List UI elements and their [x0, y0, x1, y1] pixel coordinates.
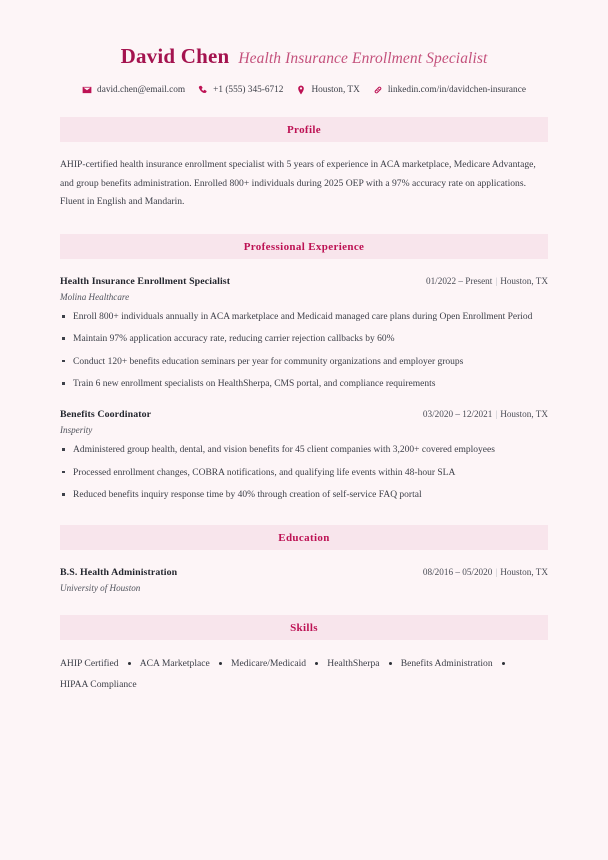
section-header-skills [60, 615, 548, 640]
phone-icon [198, 85, 208, 95]
contact-phone[interactable] [195, 85, 286, 95]
candidate-job-title: Health Insurance Enrollment Specialist [238, 50, 488, 67]
entry-job-title: Health Insurance Enrollment Specialist [60, 276, 231, 288]
entry-location: Houston, TX [500, 567, 548, 578]
section-header-profile [60, 117, 548, 142]
contact-linkedin-text: linkedin.com/in/davidchen-insurance [387, 85, 526, 95]
experience-entry [60, 276, 548, 392]
contact-bar [60, 85, 548, 95]
skill-item: AHIP Certified [60, 658, 119, 670]
skill-separator-dot [389, 662, 392, 665]
entry-degree-title: B.S. Health Administration [60, 567, 178, 579]
skills-list [60, 654, 548, 694]
entry-dates: 03/2020 – 12/2021 [422, 409, 493, 420]
skill-item: HealthSherpa [327, 658, 380, 670]
entry-bullet-list [60, 442, 548, 503]
section-title-profile: Profile [286, 123, 321, 136]
skill-separator-dot [128, 662, 131, 665]
contact-linkedin[interactable] [370, 85, 529, 95]
entry-dates: 01/2022 – Present [425, 276, 493, 287]
meta-separator: | [495, 276, 498, 287]
education-entry [60, 567, 548, 593]
section-title-education: Education [278, 531, 330, 544]
link-icon [373, 85, 383, 95]
candidate-name: David Chen [120, 44, 230, 68]
skill-item: ACA Marketplace [139, 658, 210, 670]
bullet-item: Enroll 800+ individuals annually in ACA marketplace and Medicaid managed care plans during Open Enrollment Period [60, 309, 548, 325]
entry-job-title: Benefits Coordinator [60, 409, 152, 421]
skill-item: Benefits Administration [400, 658, 493, 670]
entry-organization: Molina Healthcare [60, 292, 130, 303]
skill-separator-dot [315, 662, 318, 665]
name-line [60, 44, 548, 69]
contact-phone-text: +1 (555) 345-6712 [213, 85, 284, 95]
bullet-item: Maintain 97% application accuracy rate, reducing carrier rejection callbacks by 60% [60, 331, 548, 347]
bullet-item: Processed enrollment changes, COBRA notifications, and qualifying life events within 48-hour SLA [60, 465, 548, 481]
section-title-skills: Skills [290, 621, 318, 634]
email-icon [82, 85, 92, 95]
section-header-experience [60, 234, 548, 259]
skill-separator-dot [219, 662, 222, 665]
entry-header [60, 276, 548, 287]
entry-meta [423, 567, 548, 577]
contact-location [293, 85, 362, 95]
bullet-item: Conduct 120+ benefits education seminars per year for community organizations and employer groups [60, 354, 548, 370]
profile-text: AHIP-certified health insurance enrollment specialist with 5 years of experience in ACA marketplace, Medicare Advantage, and group benefits administration. Enrolled 800+ individuals during 2025 OEP with a 97% accuracy rate on applications. Fluent in English and Mandarin. [60, 159, 536, 208]
location-pin-icon [296, 85, 306, 95]
entry-location: Houston, TX [500, 409, 548, 420]
entry-bullet-list [60, 309, 548, 392]
contact-email-text: david.chen@email.com [97, 85, 186, 95]
section-title-experience: Professional Experience [243, 240, 365, 253]
meta-separator: | [495, 409, 498, 420]
entry-meta [426, 276, 548, 286]
skill-item: Medicare/Medicaid [230, 658, 307, 670]
contact-location-text: Houston, TX [311, 85, 360, 95]
entry-institution: University of Houston [60, 583, 141, 594]
bullet-item: Reduced benefits inquiry response time by 40% through creation of self-service FAQ portal [60, 487, 548, 503]
entry-dates: 08/2016 – 05/2020 [422, 567, 493, 578]
skill-item: HIPAA Compliance [60, 678, 137, 690]
entry-location: Houston, TX [500, 276, 548, 287]
entry-organization: Insperity [60, 425, 93, 436]
meta-separator: | [495, 567, 498, 578]
resume-header [60, 0, 548, 95]
section-header-education [60, 525, 548, 550]
contact-email[interactable] [79, 85, 188, 95]
bullet-item: Administered group health, dental, and vision benefits for 45 client companies with 3,200+ covered employees [60, 442, 548, 458]
skill-separator-dot [502, 662, 505, 665]
experience-entry [60, 409, 548, 503]
entry-meta [423, 409, 548, 419]
entry-header [60, 567, 548, 578]
entry-header [60, 409, 548, 420]
bullet-item: Train 6 new enrollment specialists on HealthSherpa, CMS portal, and compliance requirements [60, 376, 548, 392]
